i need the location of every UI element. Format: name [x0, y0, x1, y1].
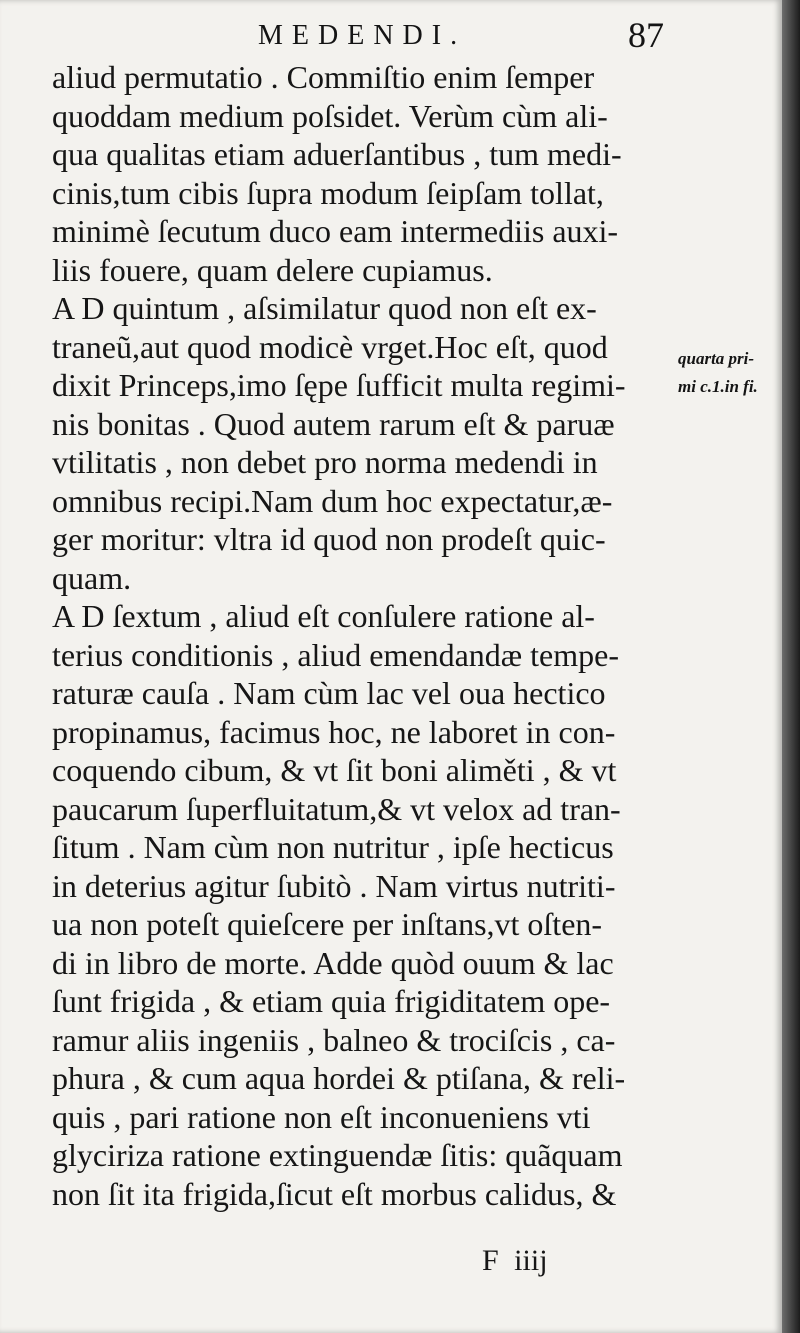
text-line: quam.	[52, 559, 132, 596]
text-line: raturæ cauſa . Nam cùm lac vel oua hectico	[52, 675, 606, 711]
margin-note-line: mi c.1.in fi.	[678, 377, 758, 396]
text-line: ua non poteſt quieſcere per inſtans,vt oſten-	[52, 906, 603, 942]
signature-mark: F iiij	[482, 1244, 548, 1277]
text-line: ger moritur: vltra id quod non prodeſt quic-	[52, 521, 606, 557]
text-line: ſunt frigida , & etiam quia frigiditatem ope-	[52, 983, 611, 1019]
text-line: di in libro de morte. Adde quòd ouum & lac	[52, 944, 614, 981]
text-line: coquendo cibum, & vt ſit boni aliměti , & vt	[52, 752, 617, 788]
text-line: A D ſextum , aliud eſt conſulere ratione al-	[52, 598, 595, 634]
text-line: ſitum . Nam cùm non nutritur , ipſe hecticus	[52, 829, 614, 865]
text-line: omnibus recipi.Nam dum hoc expectatur,æ-	[52, 482, 613, 519]
text-line: terius conditionis , aliud emendandæ tempe-	[52, 636, 619, 673]
text-line: non ſit ita frigida,ſicut eſt morbus calidus, &	[52, 1175, 617, 1212]
text-line: minimè ſecutum duco eam intermediis auxi-	[52, 213, 619, 249]
text-line: A D quintum , aſsimilatur quod non eſt ex-	[52, 290, 597, 326]
text-line: quis , pari ratione non eſt inconueniens vti	[52, 1098, 591, 1135]
text-line: aliud permutatio . Commiſtio enim ſemper	[52, 59, 595, 95]
margin-note-line: quarta pri-	[678, 349, 755, 368]
page-number: 87	[628, 15, 664, 55]
body-text	[52, 58, 668, 1213]
text-line: quoddam medium poſsidet. Verùm cùm ali-	[52, 97, 608, 134]
text-line: cinis,tum cibis ſupra modum ſeipſam tollat,	[52, 174, 604, 211]
running-head: MEDENDI.	[258, 20, 467, 51]
text-line: traneũ,aut quod modicè vrget.Hoc eſt, quod	[52, 328, 608, 365]
text-line: nis bonitas . Quod autem rarum eſt & paruæ	[52, 405, 615, 442]
text-line: liis fouere, quam delere cupiamus.	[52, 251, 493, 288]
text-line: propinamus, facimus hoc, ne laboret in con-	[52, 713, 616, 750]
text-line: glyciriza ratione extinguendæ ſitis: quãquam	[52, 1137, 623, 1173]
text-line: dixit Princeps,imo ſępe ſufficit multa regimi-	[52, 367, 626, 403]
text-line: phura , & cum aqua hordei & ptiſana, & reli-	[52, 1060, 626, 1096]
text-line: vtilitatis , non debet pro norma medendi in	[52, 444, 598, 480]
text-line: paucarum ſuperfluitatum,& vt velox ad tran-	[52, 790, 621, 827]
margin-note	[678, 345, 782, 401]
text-line: qua qualitas etiam aduerſantibus , tum medi-	[52, 136, 622, 172]
page-header	[0, 10, 782, 60]
text-line: in deterius agitur ſubitò . Nam virtus nutriti-	[52, 867, 616, 904]
book-edge-shadow	[782, 0, 800, 1333]
text-line: ramur aliis ingeniis , balneo & trociſcis , ca-	[52, 1021, 616, 1058]
